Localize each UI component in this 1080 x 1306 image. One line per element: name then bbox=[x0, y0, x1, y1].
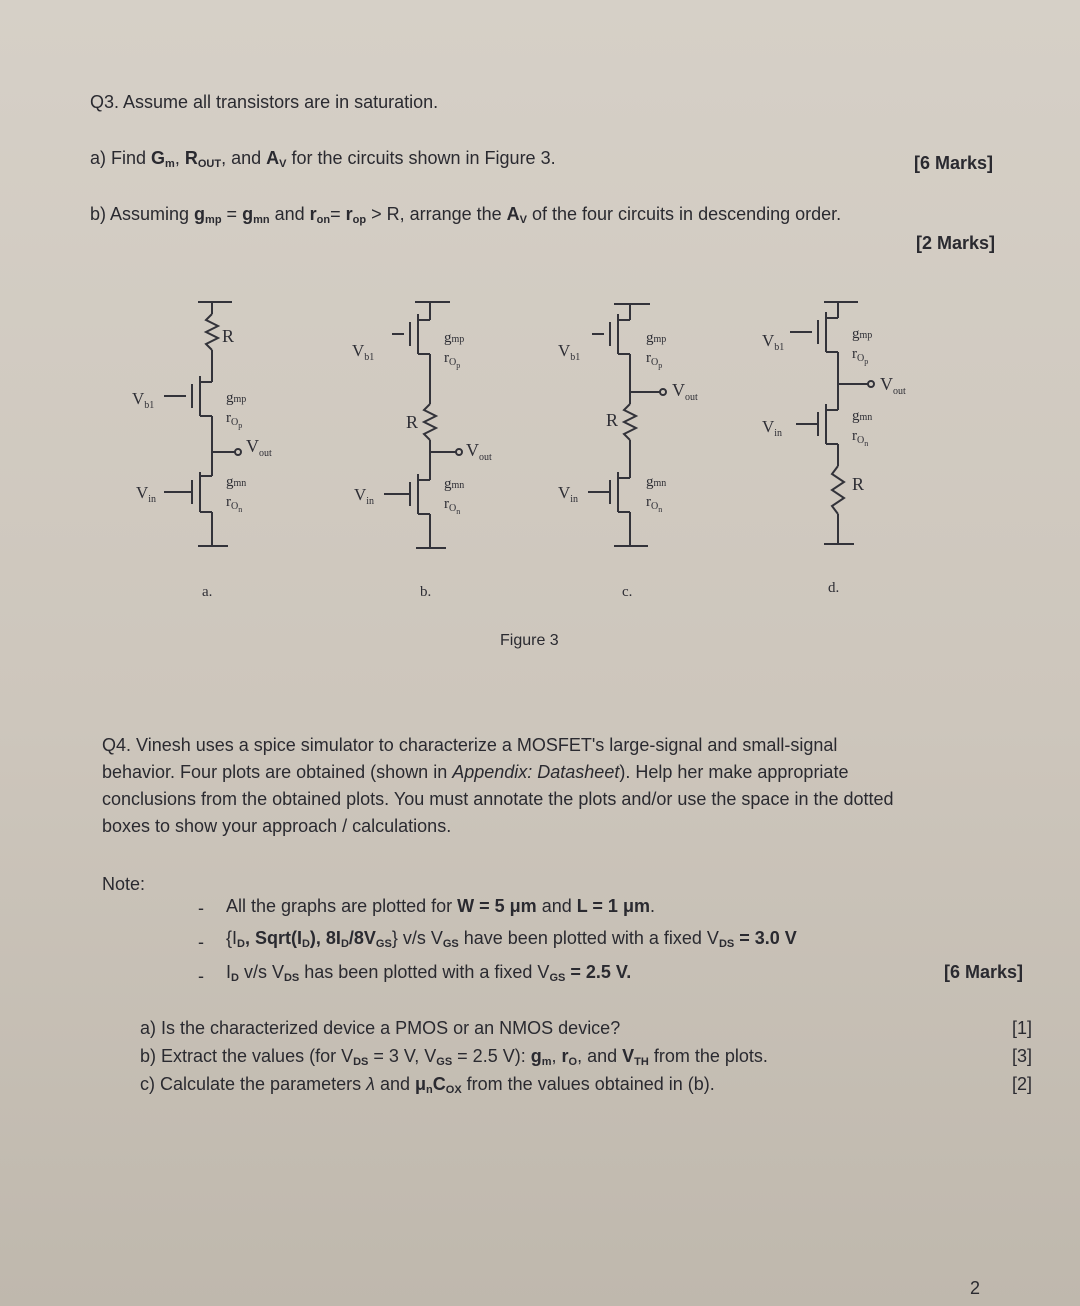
circuit-a-label: a. bbox=[202, 584, 213, 600]
label-r-c: R bbox=[606, 410, 619, 430]
q3-part-b: b) Assuming $g_{mp} = g_{mn}$ and $r_{on}= r_{op} > R$, arrange the $A_V$ of the four circuits in descending order. bbox=[90, 204, 842, 226]
label-rop-b: $r_{Op}$ bbox=[444, 350, 461, 370]
label-vb1-a: $V_{b1}$ bbox=[132, 389, 155, 411]
label-vb1-c: $V_{b1}$ bbox=[558, 341, 581, 363]
label-r-d: R bbox=[852, 474, 865, 494]
q4-line-1: Q4. Vinesh uses a spice simulator to characterize a MOSFET's large-signal and small-signal bbox=[102, 735, 838, 755]
label-r-b: R bbox=[406, 412, 419, 432]
resistor-r-c bbox=[624, 404, 636, 440]
q4-part-a-marks: [1] bbox=[1012, 1018, 1033, 1038]
figure-3-circuits bbox=[0, 280, 1080, 620]
label-vin-d: $V_{in}$ bbox=[762, 417, 783, 439]
resistor-r-d bbox=[832, 466, 844, 514]
label-gmn-a: gmn bbox=[226, 474, 247, 490]
label-ron-b: $r_{On}$ bbox=[444, 496, 461, 516]
label-vout-d: $V_{out}$ bbox=[880, 374, 906, 397]
circuit-b-labels bbox=[352, 330, 492, 600]
q4-marks: [6 Marks] bbox=[944, 962, 1024, 982]
label-rop-a: $r_{Op}$ bbox=[226, 410, 243, 430]
label-ron-a: $r_{On}$ bbox=[226, 494, 243, 514]
q4-part-b: b) Extract the values (for $V_{DS} = 3$ V, $V_{GS} = 2.5$ V): $g_m$, $r_O$, and $V_{TH}$ from the plots. bbox=[140, 1046, 768, 1068]
label-gmn-c: gmn bbox=[646, 474, 667, 490]
circuit-d-label: d. bbox=[828, 580, 840, 596]
q4-part-b-marks: [3] bbox=[1012, 1046, 1033, 1066]
label-vb1-b: $V_{b1}$ bbox=[352, 341, 375, 363]
label-gmp-c: gmp bbox=[646, 330, 667, 346]
q4-part-a: a) Is the characterized device a PMOS or an NMOS device? bbox=[140, 1018, 621, 1038]
circuit-b-label: b. bbox=[420, 584, 432, 600]
q3-title: Q3. Assume all transistors are in saturation. bbox=[90, 92, 439, 112]
label-ron-d: $r_{On}$ bbox=[852, 428, 869, 448]
label-vout-b: $V_{out}$ bbox=[466, 440, 492, 463]
label-rop-c: $r_{Op}$ bbox=[646, 350, 663, 370]
circuit-d-labels bbox=[762, 326, 906, 596]
figure-caption: Figure 3 bbox=[500, 632, 559, 649]
note-item-3: $I_D$ v/s $V_{DS}$ has been plotted with a fixed $V_{GS} = 2.5$ V. bbox=[226, 962, 632, 984]
label-ron-c: $r_{On}$ bbox=[646, 494, 663, 514]
note-item-1: All the graphs are plotted for W = 5 μm and L = 1 μm. bbox=[226, 896, 655, 916]
label-gmn-b: gmn bbox=[444, 476, 465, 492]
q4-paragraph bbox=[102, 732, 894, 840]
label-rop-d: $r_{Op}$ bbox=[852, 346, 869, 366]
label-vout-a: $V_{out}$ bbox=[246, 436, 272, 459]
circuit-a-labels bbox=[132, 326, 272, 600]
label-gmp-a: gmp bbox=[226, 390, 247, 406]
q4-line-4: boxes to show your approach / calculations. bbox=[102, 816, 452, 836]
q3-part-a: a) Find $G_m$, $R_{OUT}$, and $A_V$ for the circuits shown in Figure 3. bbox=[90, 148, 556, 170]
label-gmp-b: gmp bbox=[444, 330, 465, 346]
label-vout-c: $V_{out}$ bbox=[672, 380, 698, 403]
circuit-c-labels bbox=[558, 330, 698, 600]
q4-part-c: c) Calculate the parameters λ and $\mu_nC_{OX}$ from the values obtained in (b). bbox=[140, 1074, 715, 1096]
note-dash-3: - bbox=[198, 966, 204, 986]
q3-part-b-marks: [2 Marks] bbox=[916, 233, 996, 253]
q3-part-a-marks: [6 Marks] bbox=[914, 153, 994, 173]
label-r-a: R bbox=[222, 326, 235, 346]
note-item-2: {$I_D$, $Sqrt(I_D)$, $8I_D/8V_{GS}$} v/s $V_{GS}$ have been plotted with a fixed $V_{DS} = 3.0$ V bbox=[226, 928, 797, 950]
resistor-r-b bbox=[424, 404, 436, 440]
label-vin-a: $V_{in}$ bbox=[136, 483, 157, 505]
label-gmp-d: gmp bbox=[852, 326, 873, 342]
note-dash-2: - bbox=[198, 932, 204, 952]
label-vin-c: $V_{in}$ bbox=[558, 483, 579, 505]
label-vb1-d: $V_{b1}$ bbox=[762, 331, 785, 353]
label-vin-b: $V_{in}$ bbox=[354, 485, 375, 507]
circuit-c-label: c. bbox=[622, 584, 633, 600]
note-label: Note: bbox=[102, 874, 146, 894]
resistor-r-a bbox=[206, 314, 218, 350]
label-gmn-d: gmn bbox=[852, 408, 873, 424]
page-number: 2 bbox=[970, 1278, 981, 1298]
q4-part-c-marks: [2] bbox=[1012, 1074, 1033, 1094]
note-dash-1: - bbox=[198, 898, 204, 918]
q4-line-3: conclusions from the obtained plots. You must annotate the plots and/or use the space in the dotted bbox=[102, 789, 894, 809]
q4-line-2: behavior. Four plots are obtained (shown in Appendix: Datasheet). Help her make appropriate bbox=[102, 762, 849, 782]
